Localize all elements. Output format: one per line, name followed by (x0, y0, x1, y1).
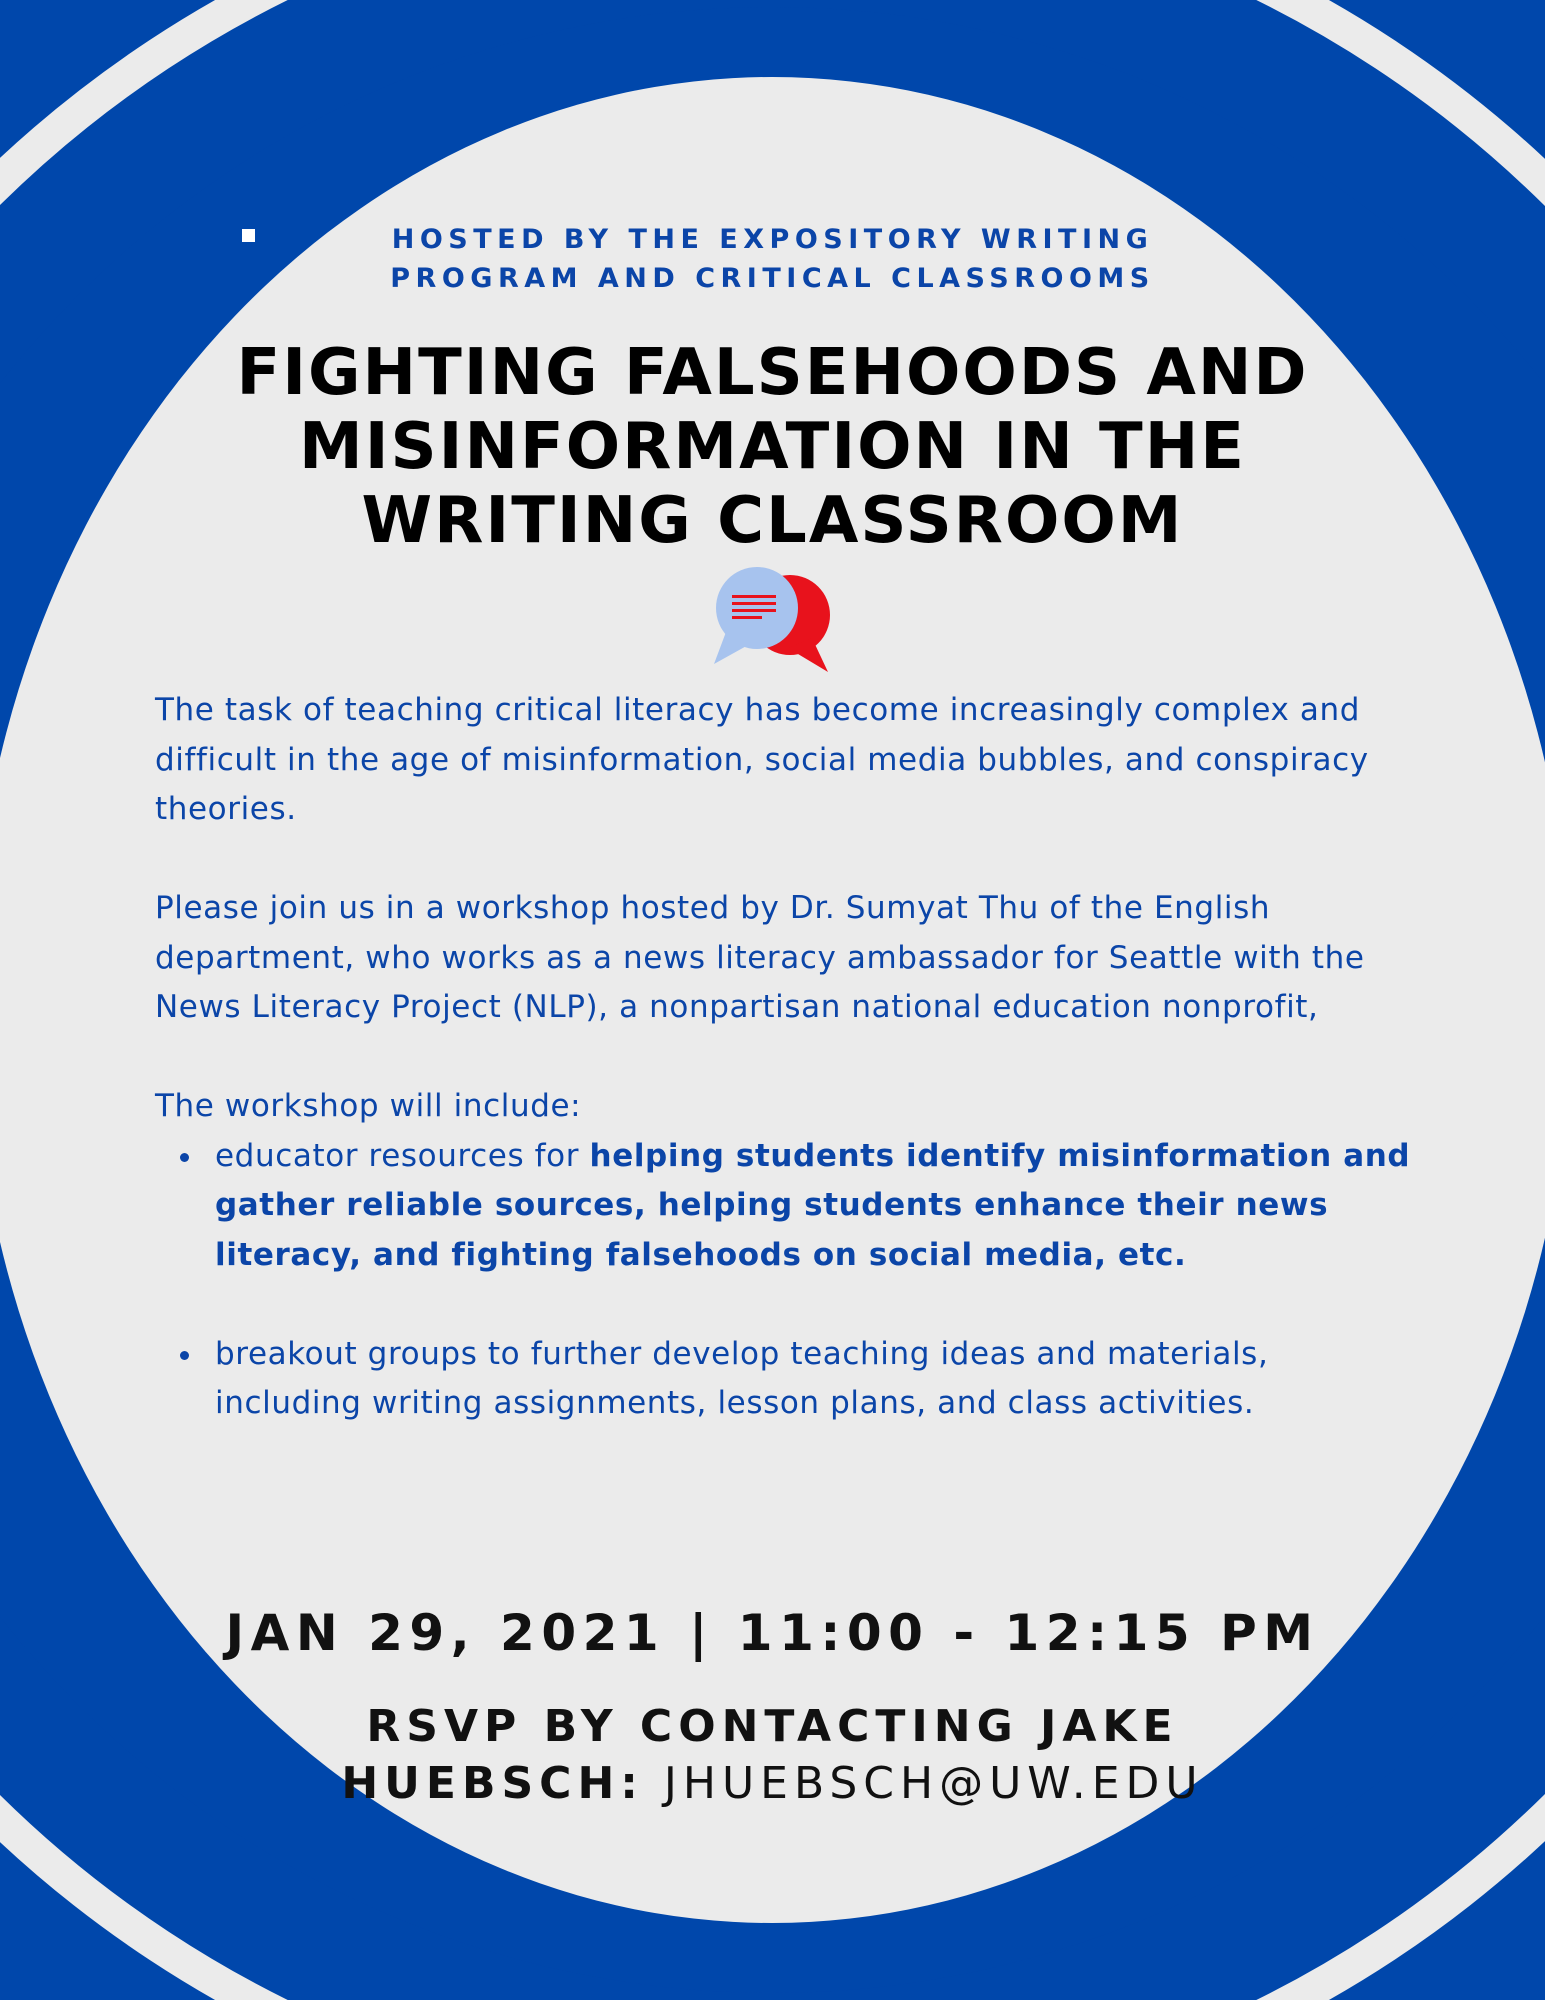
list-item-1-bold: helping students identify misinformation and gather reliable sources, helping students enhance their news literacy, and fighting falsehoods on social media, etc. (215, 1137, 1411, 1273)
page-title (150, 336, 1395, 558)
list-intro: The workshop will include: (155, 1088, 582, 1124)
list-item-2-text: breakout groups to further develop teaching ideas and materials, including writing assignments, lesson plans, and class activities. (215, 1335, 1269, 1421)
title-line-2: MISINFORMATION IN THE (299, 410, 1246, 484)
host-line-2: PROGRAM AND CRITICAL CLASSROOMS (390, 263, 1155, 294)
event-date-time: JAN 29, 2021 | 11:00 - 12:15 PM (225, 1604, 1320, 1662)
title-line-1: FIGHTING FALSEHOODS AND (236, 336, 1309, 410)
speech-bubbles-icon (708, 566, 838, 676)
rsvp-block (150, 1698, 1395, 1812)
host-line (330, 220, 1215, 298)
rsvp-email-link[interactable]: JHUEBSCH@UW.EDU (643, 1758, 1204, 1809)
title-line-3: WRITING CLASSROOM (361, 484, 1184, 558)
list-item-1-prefix: educator resources for (215, 1137, 590, 1174)
list-item (155, 1132, 1425, 1281)
rsvp-line-2 (150, 1755, 1395, 1812)
body-text (155, 686, 1425, 1429)
rsvp-name: HUEBSCH: (341, 1758, 644, 1809)
host-line-1: HOSTED BY THE EXPOSITORY WRITING (391, 224, 1154, 255)
intro-paragraph: The task of teaching critical literacy has become increasingly complex and difficult in the age of misinformation, social media bubbles, and conspiracy theories. (155, 692, 1369, 827)
rsvp-line-1: RSVP BY CONTACTING JAKE (366, 1701, 1179, 1752)
workshop-list (155, 1132, 1425, 1429)
workshop-paragraph: Please join us in a workshop hosted by Dr. Sumyat Thu of the English department, who works as a news literacy ambassador for Seattle with the News Literacy Project (NLP), a nonpartisan national education nonprofit, (155, 890, 1365, 1025)
list-item (155, 1330, 1425, 1429)
